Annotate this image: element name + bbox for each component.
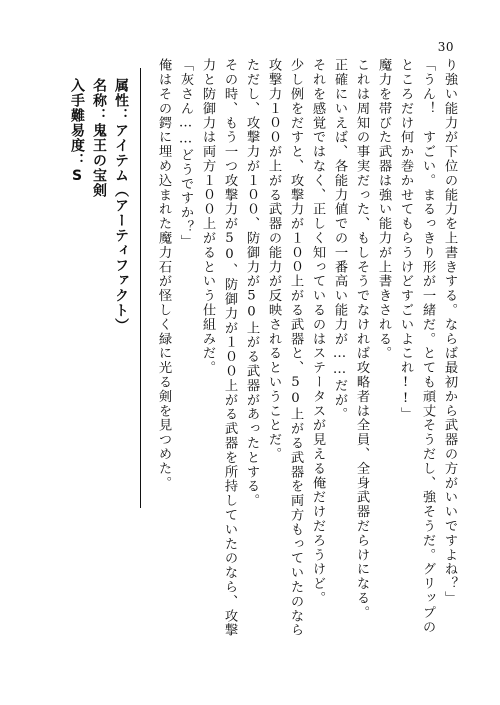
body-line: 攻撃力１００が上がる武器の能力が反映されるということだ。 [266,58,281,462]
body-line: 「灰さん……どうですか？」 [178,58,193,249]
body-line: り強い能力が下位の能力を上書きする。ならば最初から武器の方がいいですよね？」 [442,58,457,606]
body-line: その時、もう一つ攻撃力が50、防御力が１００上がる武器を所持していたのなら、攻撃 [222,58,237,638]
page-number: 30 [437,40,454,54]
body-line: 魔力を帯びた武器は強い能力が上書きされる。 [376,58,391,361]
main-text-column [156,58,460,670]
body-line: ところだけ何か巻かせてもらうけどすごいよこれ!!」 [398,58,413,422]
body-line: ただし、攻撃力が１００、防御力が50上がる武器があったとする。 [244,58,259,508]
section-divider [140,68,141,508]
item-difficulty: 入手難易度：S [69,78,85,185]
body-line: 力と防御力は両方１００上がるという仕組みだ。 [200,58,215,375]
item-notes [62,78,132,498]
body-line: 俺はその鍔に埋め込まれた魔力石が怪しく緑に光る剣を見つめた。 [156,58,171,490]
body-line: 少し例をだすと、攻撃力が１００上がる武器と、50上がる武器を両方もっていたのなら [288,58,303,638]
item-name: 名称：鬼王の宝剣 [91,78,107,198]
item-attribute: 属性：アイテム（アーティファクト） [113,78,129,333]
body-line: これは周知の事実だった、もしそうでなければ攻略者は全員、全身武器だらけになる。 [354,58,369,620]
body-line: 「うん！ すごい。まるっきり形が一緒だ。とても頑丈そうだし、強そうだ。グリップの [420,58,435,634]
body-line: それを感覚ではなく、正しく知っているのはステータスが見える俺だけだろうけど。 [310,58,325,606]
body-line: 正確にいえば、各能力値での一番高い能力が……だが。 [332,58,347,422]
